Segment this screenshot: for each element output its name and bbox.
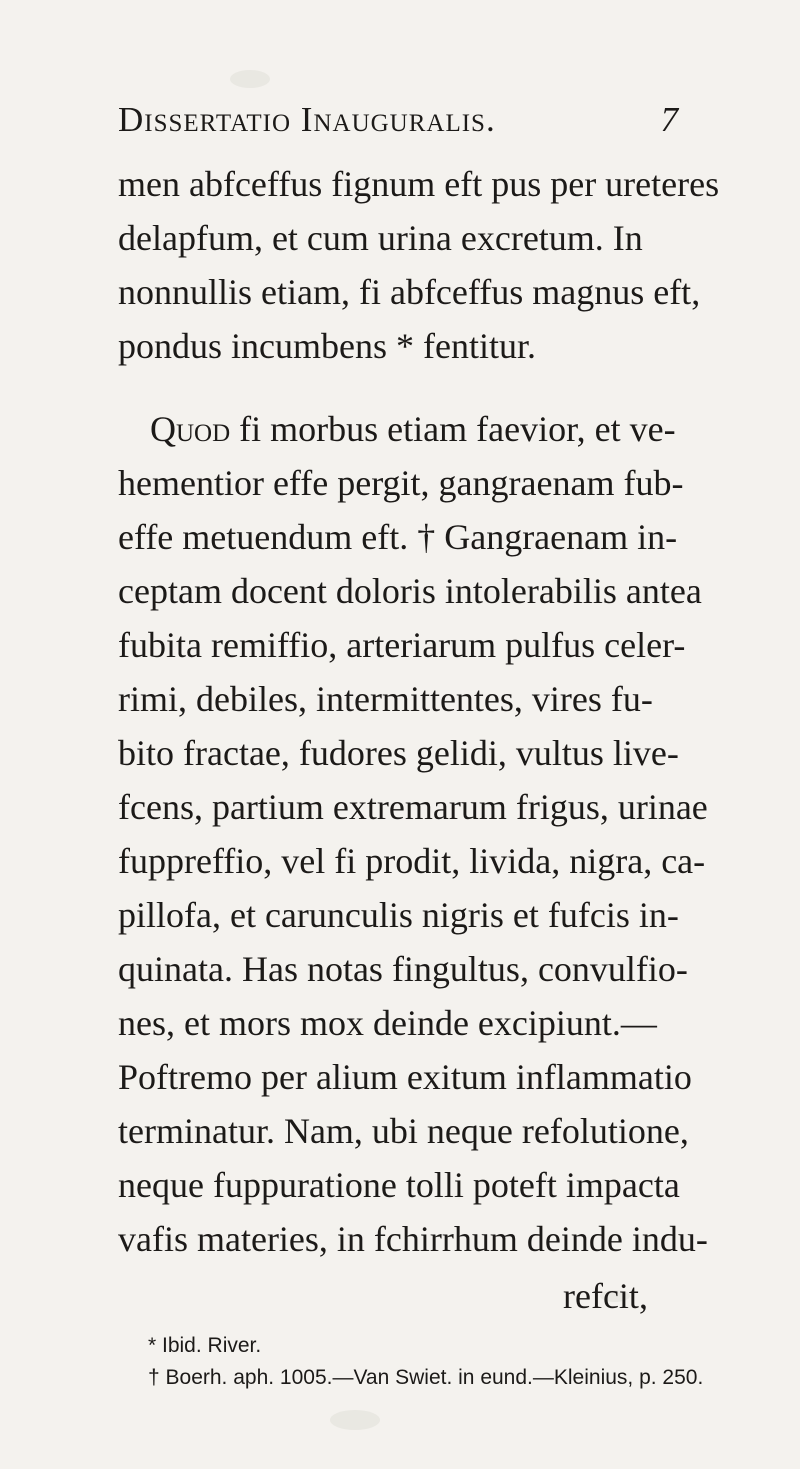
text-line: men abfceffus fignum eft pus per ureteres xyxy=(118,164,720,204)
text-line: terminatur. Nam, ubi neque refolutione, xyxy=(118,1111,689,1151)
text-line: neque fuppuratione tolli poteft impacta xyxy=(118,1165,680,1205)
running-head xyxy=(118,100,678,144)
text-line: hementior effe pergit, gangraenam fub- xyxy=(118,463,684,503)
text-line: fubita remiffio, arteriarum pulfus celer- xyxy=(118,625,686,665)
text-line: nes, et mors mox deinde excipiunt.— xyxy=(118,1003,657,1043)
footnote: * Ibid. River. xyxy=(148,1334,262,1357)
paragraph-start-word: Quod xyxy=(150,409,231,449)
text-line: bito fractae, fudores gelidi, vultus live- xyxy=(118,733,679,773)
page-number: 7 xyxy=(660,100,678,139)
text-line: Poftremo per alium exitum inflammatio xyxy=(118,1057,692,1097)
text-line: rimi, debiles, intermittentes, vires fu- xyxy=(118,679,653,719)
text-line: nonnullis etiam, fi abfceffus magnus eft, xyxy=(118,272,701,312)
text-line: fi morbus etiam faevior, et ve- xyxy=(239,409,676,449)
text-line: fcens, partium extremarum frigus, urinae xyxy=(118,787,708,827)
text-line: quinata. Has notas fingultus, convulfio- xyxy=(118,949,688,989)
paragraph-start-line xyxy=(150,407,676,451)
footnote: † Boerh. aph. 1005.—Van Swiet. in eund.—Kleinius, p. 250. xyxy=(148,1366,704,1389)
text-line: pillofa, et carunculis nigris et fufcis in- xyxy=(118,895,679,935)
running-title: Dissertatio Inauguralis. xyxy=(118,100,496,139)
text-line: vafis materies, in fchirrhum deinde indu- xyxy=(118,1219,708,1259)
text-line: effe metuendum eft. † Gangraenam in- xyxy=(118,517,678,557)
text-line: pondus incumbens * fentitur. xyxy=(118,326,536,366)
text-line: ceptam docent doloris intolerabilis antea xyxy=(118,571,702,611)
catchword: refcit, xyxy=(563,1276,648,1316)
text-line: delapfum, et cum urina excretum. In xyxy=(118,218,643,258)
text-line: fuppreffio, vel fi prodit, livida, nigra, ca- xyxy=(118,841,706,881)
